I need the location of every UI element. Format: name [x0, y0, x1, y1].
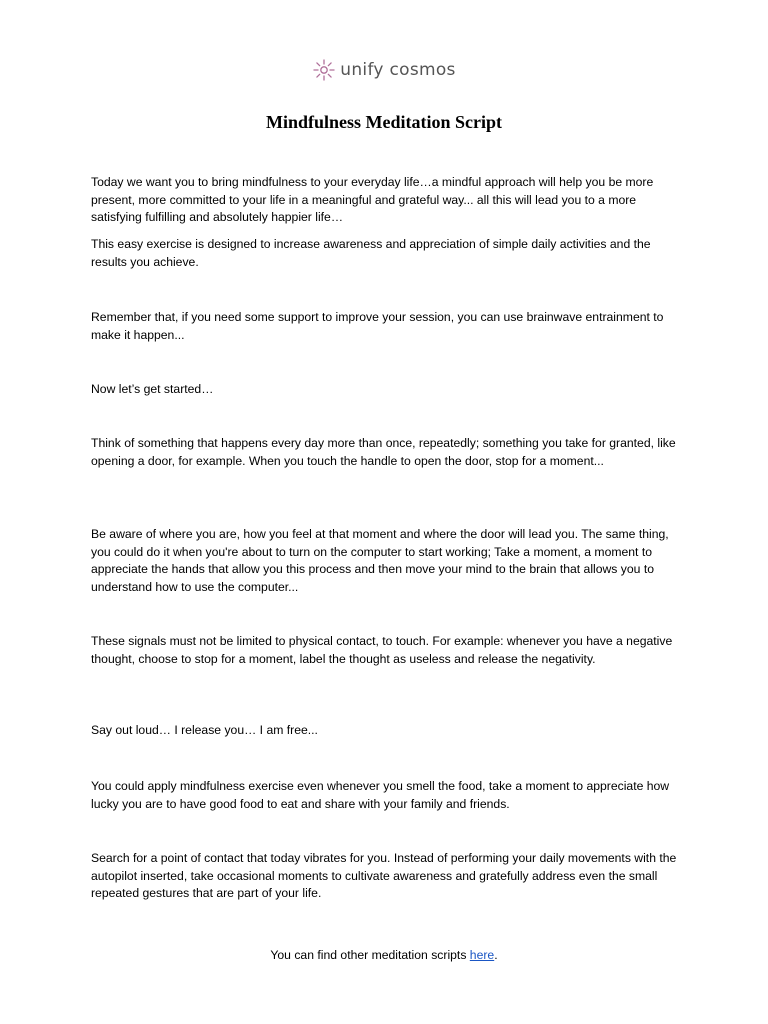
paragraph-food: You could apply mindfulness exercise even whenever you smell the food, take a moment to appreciate how lucky you are to have good food to eat and share with your family and friends.: [91, 779, 670, 811]
brand-logo: [0, 58, 768, 82]
brand-name: unify cosmos: [340, 60, 456, 80]
document-title: Mindfulness Meditation Script: [265, 112, 502, 132]
paragraph-door: Think of something that happens every day more than once, repeatedly; something you take for granted, like opening a door, for example. When you touch the handle to open the door, stop for a moment...: [91, 436, 676, 468]
paragraph-support: Remember that, if you need some support to improve your session, you can use brainwave entrainment to make it happen...: [91, 310, 664, 342]
paragraph-release: Say out loud… I release you… I am free...: [91, 723, 318, 737]
sun-icon: [312, 58, 336, 82]
footer-text: You can find other meditation scripts: [270, 948, 470, 962]
paragraph-contact: Search for a point of contact that today vibrates for you. Instead of performing your daily movements with the autopilot inserted, take occasional moments to cultivate awareness and gratefully address even the small repeated gestures that are part of your life.: [91, 851, 677, 900]
more-scripts-link[interactable]: here: [469, 948, 495, 962]
paragraph-start: Now let’s get started…: [91, 382, 214, 396]
paragraph-exercise: This easy exercise is designed to increase awareness and appreciation of simple daily activities and the results you achieve.: [91, 237, 651, 269]
footer-note: [0, 947, 768, 965]
paragraph-intro: Today we want you to bring mindfulness to your everyday life…a mindful approach will help you be more present, more committed to your life in a meaningful and grateful way... all this will lead you to a more satisfying fulfilling and absolutely happier life…: [91, 175, 654, 224]
footer-period: .: [494, 948, 498, 962]
paragraph-awareness: Be aware of where you are, how you feel at that moment and where the door will lead you. The same thing, you could do it when you're about to turn on the computer to start working; Take a moment, a moment to appreciate the hands that allow you this process and then move your mind to the brain that allows you to understand how to use the computer...: [91, 527, 669, 594]
paragraph-signals: These signals must not be limited to physical contact, to touch. For example: whenever you have a negative thought, choose to stop for a moment, label the thought as useless and release the negativity.: [91, 634, 673, 666]
